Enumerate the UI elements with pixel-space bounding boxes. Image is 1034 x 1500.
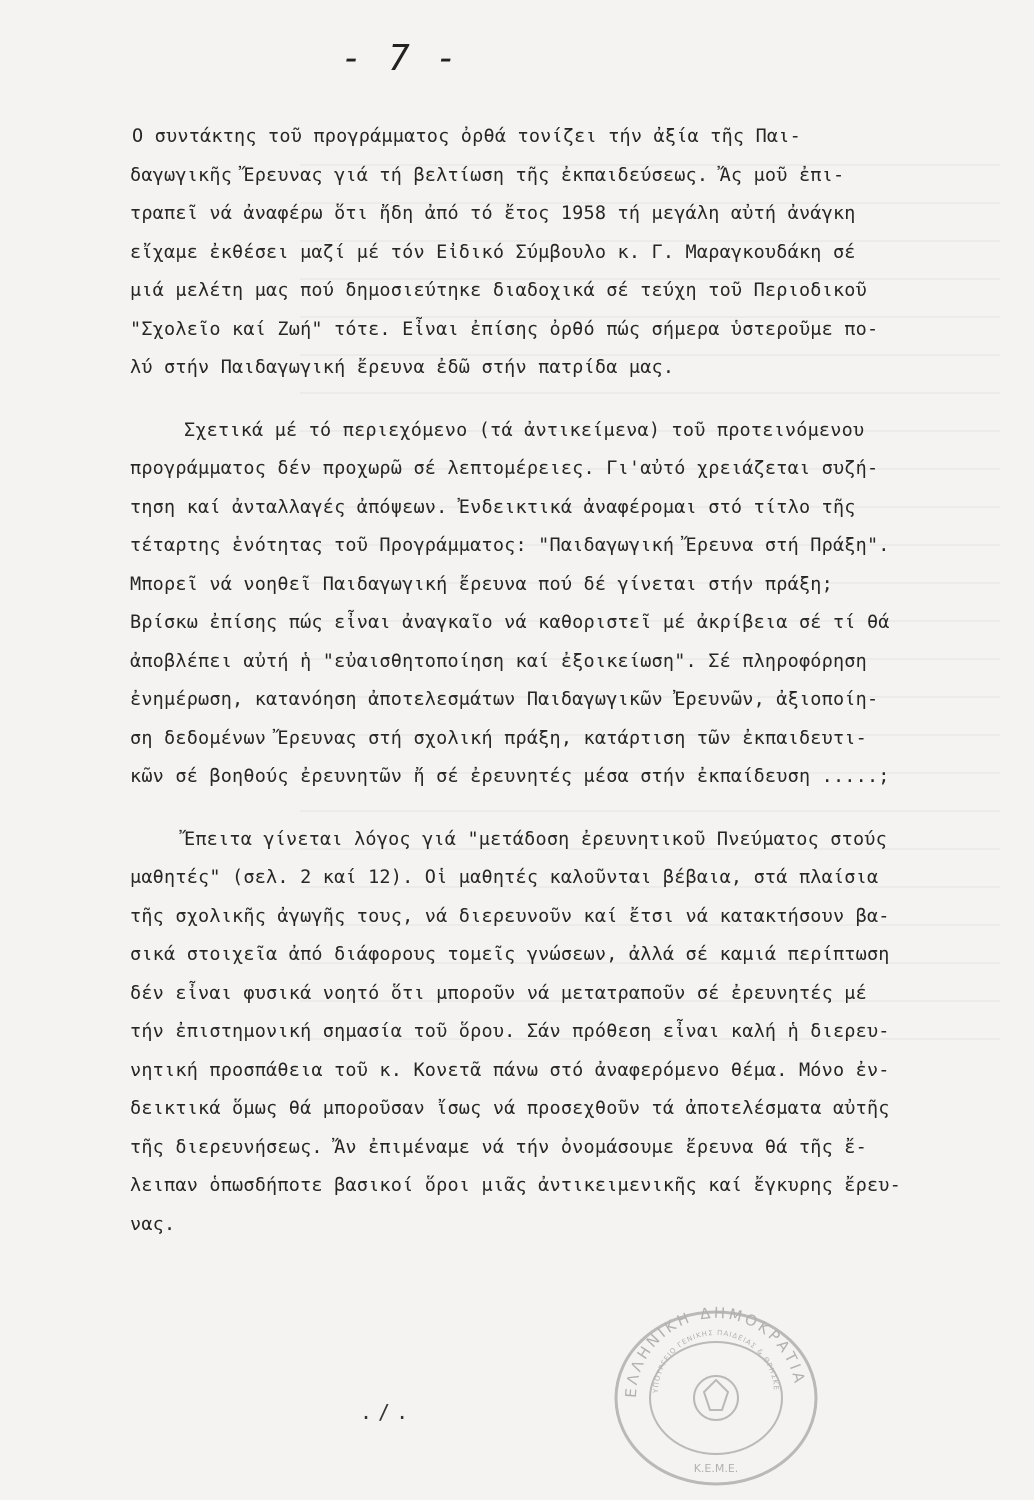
stamp-bottom-text: Κ.Ε.Μ.Ε. (693, 1462, 739, 1475)
official-stamp (596, 1288, 836, 1488)
text-line: Μπορεῖ νά νοηθεῖ Παιδαγωγική ἔρευνα πού δέ γίνεται στήν πράξη; (130, 573, 833, 595)
text-line: ἐνημέρωση, κατανόηση ἀποτελεσμάτων Παιδαγωγικῶν Ἐρευνῶν, ἀξιοποίη- (130, 689, 879, 710)
page-number: - 7 - (340, 38, 460, 79)
stamp-outer-text: ΕΛΛΗΝΙΚΗ ΔΗΜΟΚΡΑΤΙΑ (621, 1303, 810, 1399)
text-line: λύ στήν Παιδαγωγική ἔρευνα ἐδῶ στήν πατρίδα μας. (130, 357, 675, 378)
text-line: ἀποβλέπει αὐτή ἡ "εὐαισθητοποίηση καί ἐξοικείωση". Σέ πληροφόρηση (130, 650, 867, 672)
text-line: τραπεῖ νά ἀναφέρω ὅτι ἤδη ἀπό τό ἔτος 1958 τή μεγάλη αὐτή ἀνάγκη (130, 203, 856, 224)
text-line: σικά στοιχεῖα ἀπό διάφορους τομεῖς γνώσεων, ἀλλά σέ καμιά περίπτωση (130, 944, 890, 965)
text-line: δεικτικά ὅμως θά μποροῦσαν ἴσως νά προσεχθοῦν τά ἀποτελέσματα αὐτῆς (130, 1098, 890, 1119)
text-line: τέταρτης ἑνότητας τοῦ Προγράμματος: "Παιδαγωγική Ἔρευνα στή Πράξη". (130, 535, 890, 556)
text-line: εἴχαμε ἐκθέσει μαζί μέ τόν Εἰδικό Σύμβουλο κ. Γ. Μαραγκουδάκη σέ (130, 241, 856, 263)
text-line: "Σχολεῖο καί Ζωή" τότε. Εἶναι ἐπίσης ὀρθό πώς σήμερα ὑστεροῦμε πο- (130, 318, 879, 340)
text-line: λειπαν ὁπωσδήποτε βασικοί ὅροι μιᾶς ἀντικειμενικῆς καί ἔγκυρης ἔρευ- (130, 1175, 901, 1196)
text-line: τηση καί ἀνταλλαγές ἀπόψεων. Ἐνδεικτικά ἀναφέρομαι στό τίτλο τῆς (130, 496, 856, 518)
text-line: τῆς σχολικῆς ἀγωγῆς τους, νά διερευνοῦν καί ἔτσι νά κατακτήσουν βα- (130, 905, 890, 927)
body-text (124, 118, 966, 1244)
text-line: μαθητές" (σελ. 2 καί 12). Οἱ μαθητές καλοῦνται βέβαια, στά πλαίσια (130, 867, 879, 888)
svg-text:ΥΠΟΥΡΓΕΙΟ ΓΕΝΙΚΗΣ ΠΑΙΔΕΙΑΣ & Θ (596, 1288, 780, 1394)
text-line: Ἔπειτα γίνεται λόγος γιά "μετάδοση ἐρευνητικοῦ Πνεύματος στούς (184, 828, 887, 850)
text-line: νητική προσπάθεια τοῦ κ. Κονετᾶ πάνω στό ἀναφερόμενο θέμα. Μόνο ἐν- (130, 1059, 890, 1081)
text-line: Σχετικά μέ τό περιεχόμενο (τά ἀντικείμενα) τοῦ προτεινόμενου (184, 419, 865, 441)
text-line: τήν ἐπιστημονική σημασία τοῦ ὅρου. Σάν πρόθεση εἶναι καλή ἡ διερευ- (130, 1021, 890, 1042)
stamp-seal-icon (596, 1288, 836, 1488)
stamp-inner-text: ΥΠΟΥΡΓΕΙΟ ΓΕΝΙΚΗΣ ΠΑΙΔΕΙΑΣ & ΘΡΗΣΚΕ (651, 1328, 781, 1394)
text-line: δαγωγικῆς Ἔρευνας γιά τή βελτίωση τῆς ἐκπαιδεύσεως. Ἄς μοῦ ἐπι- (130, 164, 845, 186)
text-line: προγράμματος δέν προχωρῶ σέ λεπτομέρειες. Γι'αὐτό χρειάζεται συζή- (130, 458, 879, 479)
paragraph-3 (124, 821, 966, 1245)
text-line: κῶν σέ βοηθούς ἐρευνητῶν ἤ σέ ἐρευνητές μέσα στήν ἐκπαίδευση .....; (130, 766, 890, 787)
paragraph-2 (124, 412, 966, 797)
paragraph-1 (124, 118, 966, 388)
text-line: δέν εἶναι φυσικά νοητό ὅτι μποροῦν νά μετατραποῦν σέ ἐρευνητές μέ (130, 982, 867, 1004)
text-line: τῆς διερευνήσεως. Ἄν ἐπιμέναμε νά τήν ὀνομάσουμε ἔρευνα θά τῆς ἔ- (130, 1136, 867, 1158)
continuation-mark: ./. (360, 1400, 415, 1424)
text-line: Ο συντάκτης τοῦ προγράμματος ὀρθά τονίζει τήν ἀξία τῆς Παι- (132, 126, 801, 147)
text-line: ση δεδομένων Ἔρευνας στή σχολική πράξη, κατάρτιση τῶν ἐκπαιδευτι- (130, 727, 867, 749)
text-line: Βρίσκω ἐπίσης πώς εἶναι ἀναγκαῖο νά καθοριστεῖ μέ ἀκρίβεια σέ τί θά (130, 612, 890, 633)
text-line: νας. (130, 1213, 176, 1235)
text-line: μιά μελέτη μας πού δημοσιεύτηκε διαδοχικά σέ τεύχη τοῦ Περιοδικοῦ (130, 280, 867, 301)
